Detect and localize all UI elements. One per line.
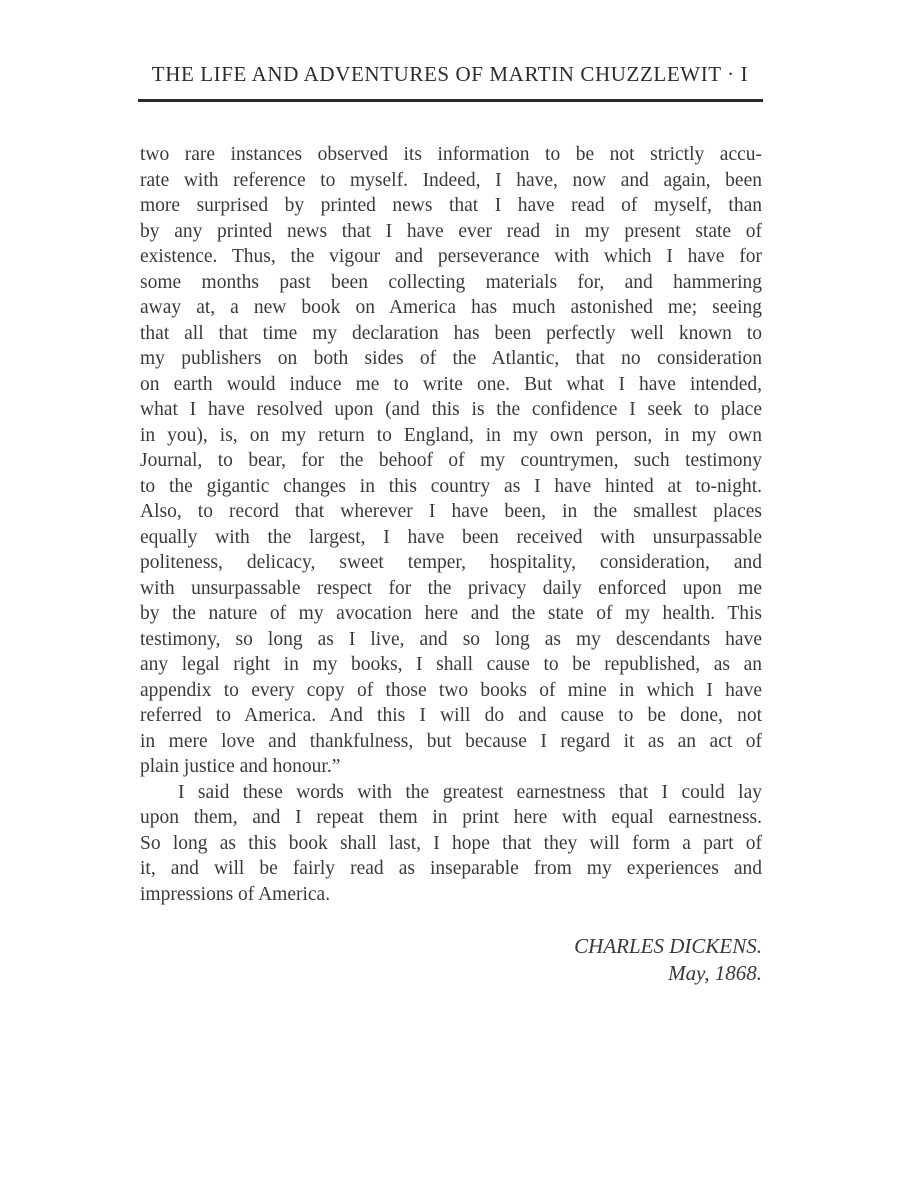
text-line: by any printed news that I have ever read in my present state of (140, 220, 762, 242)
text-line: rate with reference to myself. Indeed, I have, now and again, been (140, 169, 762, 191)
text-line: referred to America. And this I will do and cause to be done, not (140, 705, 762, 726)
text-line: upon them, and I repeat them in print here with equal earnestness. (140, 807, 762, 828)
signature-name: CHARLES DICKENS. (574, 934, 762, 958)
text-line: more surprised by printed news that I have read of myself, than (140, 195, 762, 216)
signature-block (140, 933, 762, 987)
text-line: So long as this book shall last, I hope that they will form a part of (140, 832, 762, 854)
header-rule (138, 99, 763, 102)
text-line: that all that time my declaration has been perfectly well known to (140, 322, 762, 344)
paragraph (140, 780, 762, 908)
text-line: I said these words with the greatest earnestness that I could lay (178, 781, 762, 803)
text-line: my publishers on both sides of the Atlantic, that no consideration (140, 348, 762, 369)
text-line: away at, a new book on America has much astonished me; seeing (140, 297, 762, 318)
text-line: it, and will be fairly read as inseparable from my experiences and (140, 858, 762, 879)
signature-date: May, 1868. (668, 961, 762, 985)
text-line: Journal, to bear, for the behoof of my countrymen, such testimony (140, 450, 762, 471)
page-title: THE LIFE AND ADVENTURES OF MARTIN CHUZZLEWIT · I (151, 62, 749, 86)
text-line: with unsurpassable respect for the privacy daily enforced upon me (140, 577, 762, 599)
text-line: two rare instances observed its information to be not strictly accu- (140, 144, 762, 165)
text-line: politeness, delicacy, sweet temper, hospitality, consideration, and (140, 552, 762, 573)
text-line: any legal right in my books, I shall cause to be republished, as an (140, 654, 762, 675)
text-line: by the nature of my avocation here and the state of my health. This (140, 603, 762, 624)
body-text (140, 142, 762, 987)
text-line: what I have resolved upon (and this is the confidence I seek to place (140, 399, 762, 420)
text-line: to the gigantic changes in this country as I have hinted at to-night. (140, 475, 762, 497)
text-line: existence. Thus, the vigour and perseverance with which I have for (140, 246, 762, 267)
text-line: impressions of America. (140, 883, 331, 905)
text-line: on earth would induce me to write one. But what I have intended, (140, 373, 762, 395)
text-line: testimony, so long as I live, and so long as my descendants have (140, 628, 762, 650)
text-line: some months past been collecting materials for, and hammering (140, 271, 762, 293)
text-line: in mere love and thankfulness, but because I regard it as an act of (140, 730, 762, 752)
text-line: equally with the largest, I have been received with unsurpassable (140, 526, 762, 548)
text-line: appendix to every copy of those two books of mine in which I have (140, 679, 762, 701)
text-line: plain justice and honour.” (140, 756, 341, 777)
text-line: Also, to record that wherever I have been, in the smallest places (140, 501, 762, 522)
paragraph (140, 142, 762, 780)
text-line: in you), is, on my return to England, in my own person, in my own (140, 424, 762, 446)
